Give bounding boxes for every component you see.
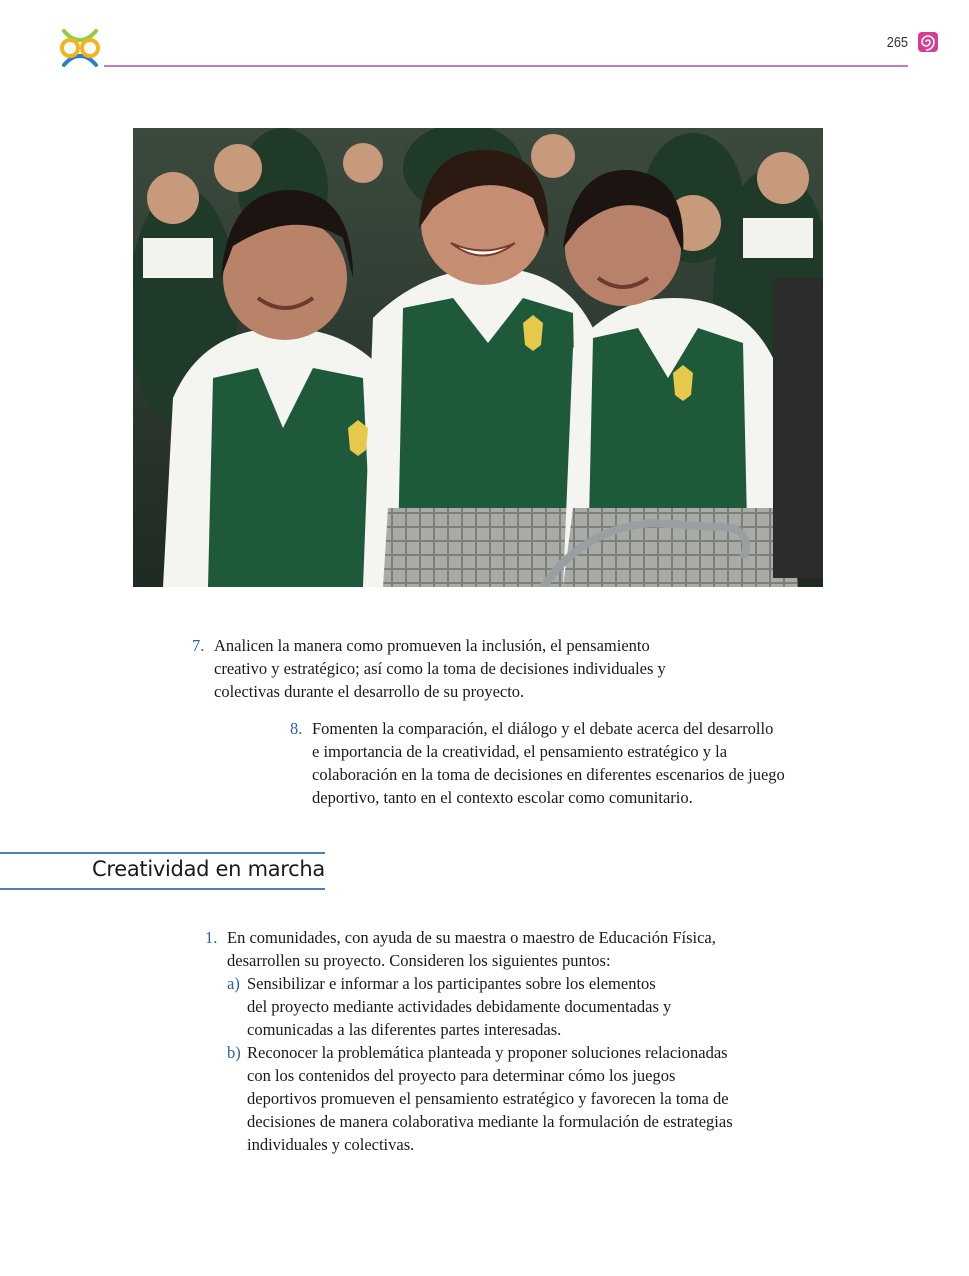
activity-line: colectivas durante el desarrollo de su proyecto. — [214, 682, 525, 701]
spiral-glyph-icon — [917, 31, 939, 53]
page-number: 265 — [886, 34, 908, 51]
item-line: En comunidades, con ayuda de su maestra o maestro de Educación Física, — [227, 928, 716, 947]
subitem-line: decisiones de manera colaborativa mediante la formulación de estrategias — [247, 1112, 733, 1131]
activity-number: 8. — [290, 719, 303, 738]
book-series-logo-icon — [58, 27, 102, 69]
subitem-line: del proyecto mediante actividades debidamente documentadas y — [247, 997, 672, 1016]
activity-line: Fomenten la comparación, el diálogo y el debate acerca del desarrollo — [312, 719, 774, 738]
activity-line: deportivo, tanto en el contexto escolar como comunitario. — [312, 788, 693, 807]
subitem-line: deportivos promueven el pensamiento estratégico y favorecen la toma de — [247, 1089, 729, 1108]
item-number: 1. — [205, 928, 218, 947]
activity-line: colaboración en la toma de decisiones en diferentes escenarios de juego — [312, 765, 785, 784]
activity-line: creativo y estratégico; así como la toma de decisiones individuales y — [214, 659, 666, 678]
section-title: Creatividad en marcha — [92, 857, 325, 881]
subitem-line: Sensibilizar e informar a los participantes sobre los elementos — [247, 974, 656, 993]
subitem-label: a) — [227, 974, 240, 993]
section-bottom-rule — [0, 888, 325, 890]
subitem-line: Reconocer la problemática planteada y proponer soluciones relacionadas — [247, 1043, 728, 1062]
header-rule — [104, 65, 908, 67]
subitem-label: b) — [227, 1043, 241, 1062]
students-photo — [133, 128, 823, 587]
item-line: desarrollen su proyecto. Consideren los siguientes puntos: — [227, 951, 611, 970]
activity-line: Analicen la manera como promueven la inclusión, el pensamiento — [214, 636, 650, 655]
subitem-line: comunicadas a las diferentes partes interesadas. — [247, 1020, 562, 1039]
activity-number: 7. — [192, 636, 205, 655]
subitem-line: con los contenidos del proyecto para determinar cómo los juegos — [247, 1066, 676, 1085]
activity-line: e importancia de la creatividad, el pensamiento estratégico y la — [312, 742, 728, 761]
subitem-line: individuales y colectivas. — [247, 1135, 415, 1154]
section-top-rule — [0, 852, 325, 854]
